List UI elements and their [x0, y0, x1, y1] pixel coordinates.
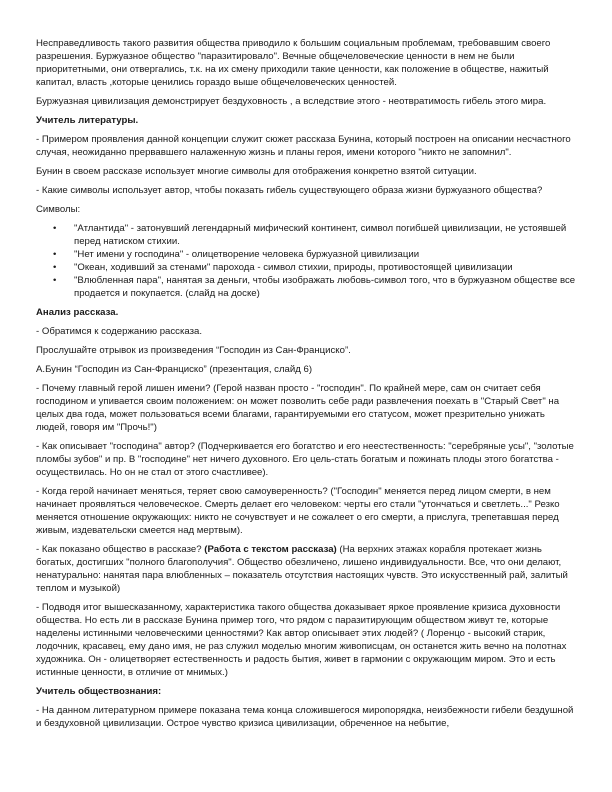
question-symbols: - Какие символы использует автор, чтобы показать гибель существующего образа жизни буржуазного общества? [36, 185, 543, 196]
heading-story-analysis: Анализ рассказа. [36, 307, 119, 318]
paragraph-bunin-symbols: Бунин в своем рассказе использует многие символы для отображения конкретно взятой ситуации. [36, 166, 477, 177]
symbols-label: Символы: [36, 204, 81, 215]
document-page [36, 37, 578, 736]
question-describe-gentleman: - Как описывает "господина" автор? (Подчеркивается его богатство и его неестественность: "серебряные усы", "золотые пломбы зубов" и пр. В "господине" нет ничего духовного. Его цель-стать богатым и пожинать плоды этого богатства - осуществилась. Но он не стал от этого счастливее). [36, 441, 574, 478]
paragraph-turn-to-story: - Обратимся к содержанию рассказа. [36, 326, 203, 337]
question-no-name: - Почему главный герой лишен имени? (Герой назван просто - "господин". По крайней мере, сам он считает себя господином и упивается своим положением: он может позволить себе ради развлечения поехать в "Старый Свет" на целых два года, может пользоваться всеми благами, гарантируемыми его статусом, может презрительно унижать людей, говоря им "Прочь!") [36, 383, 560, 433]
symbols-list [36, 222, 578, 300]
list-item: • "Нет имени у господина" - олицетворение человека буржуазной цивилизации [53, 249, 420, 260]
question-society-depiction: - Как показано общество в рассказе? (Работа с текстом рассказа) (На верхних этажах корабля протекает жизнь богатых, достигших "полного благополучия". Общество обезличено, лишено индивидуальности. Все, что они делают, ненатурально: нанятая пара влюбленных – показатель отсутствия настоящих чувств. Это искусственный рай, залитый теплом и музыкой) [36, 544, 568, 594]
task-label: (Работа с текстом рассказа) [204, 544, 337, 555]
bullet-icon: • [53, 275, 57, 286]
bullet-icon: • [53, 223, 57, 234]
bullet-icon: • [53, 262, 57, 273]
paragraph-bunin-plot: - Примером проявления данной концепции служит сюжет рассказа Бунина, который построен на описании несчастного случая, неожиданно прервавшего налаженную жизнь и планы героя, имени которого "никто не запомнил". [36, 134, 571, 158]
list-item: • "Океан, ходивший за стенами" парохода - символ стихии, природы, противостоящей цивилизации [53, 262, 513, 273]
question-summary-lorenzo: - Подводя итог вышесказанному, характеристика такого общества доказывает яркое проявление кризиса духовности общества. Но есть ли в рассказе Бунина пример того, что рядом с паразитирующим обществом живут те, которые наделены истинными человеческими ценностями? Как автор описывает этих людей? ( Лоренцо - высокий старик, лодочник, красавец, ему дано имя, не раз служил моделью многим живописцам, он останется жить вечно на полотнах художника. Он - олицетворяет естественность и радость бытия, живет в гармонии с окружающим миром. Это и есть истинные ценности, в отличие от мнимых.) [36, 602, 567, 678]
question-hero-changes: - Когда герой начинает меняться, теряет свою самоуверенность? ("Господин" меняется перед лицом смерти, в нем начинает проявляться человеческое. Смерть делает его человеком: черты его стали "утончаться и светлеть..." Резко меняется отношение окружающих: никто не сочувствует и не сожалеет о его смерти, а прислуга, трепетавшая перед живым, издевательски смеется над мертвым). [36, 486, 560, 536]
heading-literature-teacher: Учитель литературы. [36, 115, 139, 126]
list-item: • "Атлантида" - затонувший легендарный мифический континент, символ погибшей цивилизации, не устоявшей перед натиском стихии. [53, 223, 567, 247]
paragraph-bourgeois-civilization: Буржуазная цивилизация демонстрирует бездуховность , а вследствие этого - неотвратимость гибель этого мира. [36, 96, 547, 107]
bullet-icon: • [53, 249, 57, 260]
paragraph-injustice: Несправедливость такого развития общества приводило к большим социальным проблемам, требовавшим своего разрешения. Буржуазное общество "паразитировало". Вечные общечеловеческие ценности в нем не были приоритетными, они отвергались, т.к. на их смену приходили такие ценности, как положение в обществе, нажитый капитал, власть ,которые ценились гораздо выше общечеловеческих ценностей. [36, 38, 551, 88]
paragraph-listen-excerpt: Прослушайте отрывок из произведения “Господин из Сан-Франциско”. [36, 345, 351, 356]
heading-social-studies-teacher: Учитель обществознания: [36, 686, 162, 697]
paragraph-civilization-crisis: - На данном литературном примере показана тема конца сложившегося миропорядка, неизбежности гибели бездушной и бездуховной цивилизации. Острое чувство кризиса цивилизации, обреченное на небытие, [36, 705, 574, 729]
list-item: • "Влюбленная пара", нанятая за деньги, чтобы изображать любовь-символ того, что в буржуазном обществе все продается и покупается. (слайд на доске) [53, 275, 576, 299]
paragraph-presentation-ref: А.Бунин “Господин из Сан-Франциско” (презентация, слайд 6) [36, 364, 313, 375]
